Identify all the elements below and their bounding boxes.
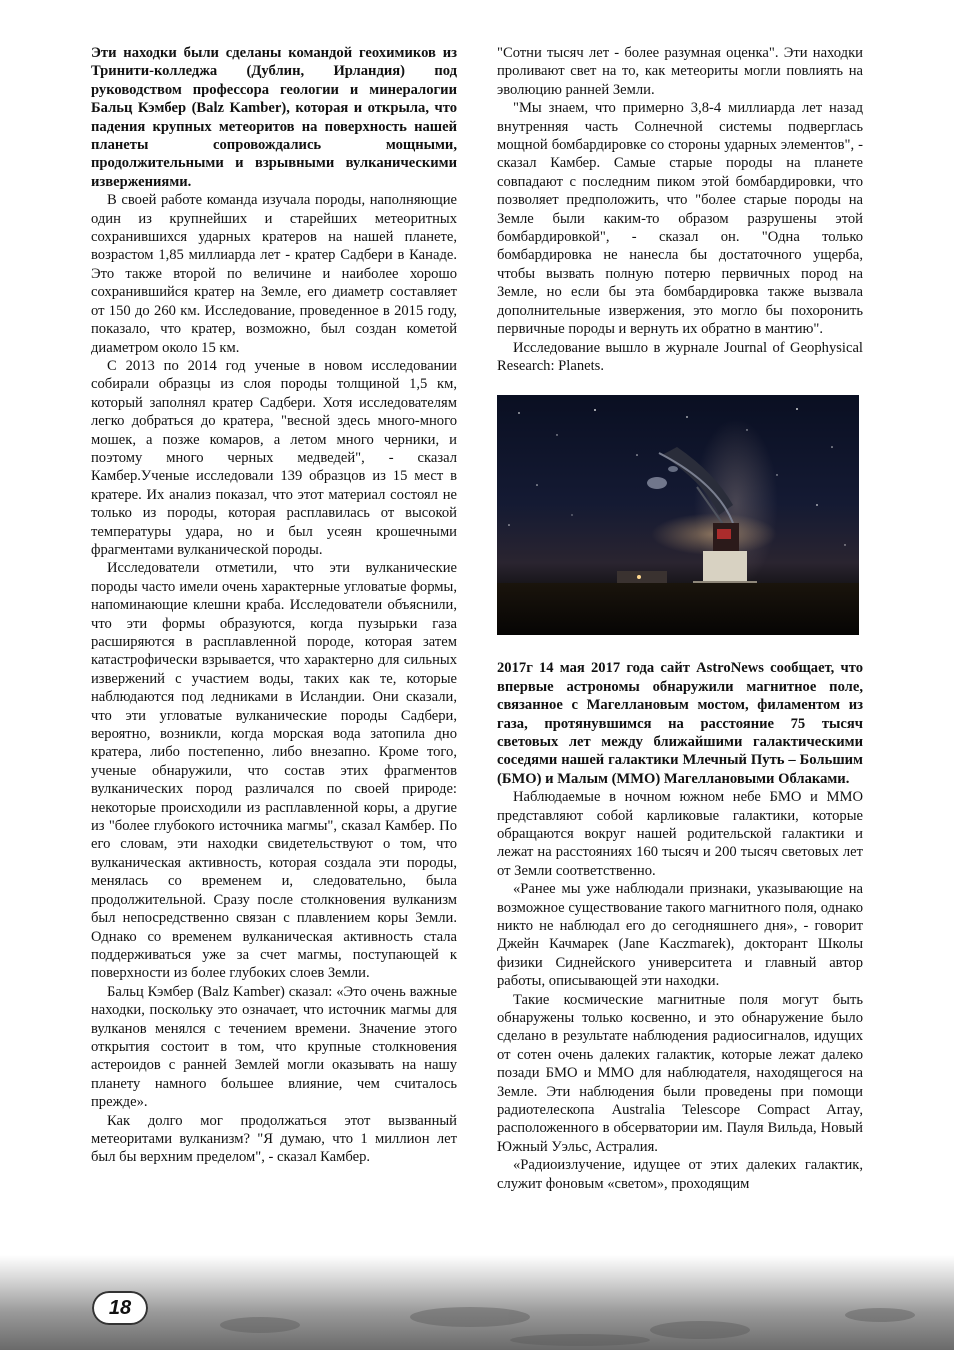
ground-silhouette — [497, 583, 859, 635]
left-paragraph-1: В своей работе команда изучала породы, наполняющие один из крупнейших и старейших метеоритных сохранившихся ударных кратеров на нашей планете, возрастом 1,85 миллиарда лет - кратер Садбери в Канаде. Это также второй по величине и наиболее хорошо сохранившийся кратер на Земле, его диаметр составляет от 150 до 260 км. Исследование, проведенное в 2015 году, показало, что кратер, возможно, был создан кометой диаметром около 15 км. — [91, 192, 457, 356]
right-column — [497, 44, 863, 1193]
left-paragraph-3: Исследователи отметили, что эти вулканические породы часто имели очень характерные угловатые формы, напоминающие клешни краба. Исследователи объяснили, что эти формы образуются, когда пузырьки газа расширяются в расплавленной породе, которая затем катастрофически взрывается, что характерно для сильных извержений с участием воды, таких как те, которые наблюдаются под ледниками в Исландии. Они сказали, что эти угловатые вулканические породы Садбери, вероятно, возникли, когда морская вода затопила дно кратера, либо постепенно, либо внезапно. Кроме того, ученые обнаружили, что состав этих фрагментов вулканических пород различался по своей природе: некоторые происходили из расплавленной коры, а другие из "более глубокого источника магмы", сказал Камбер. По его словам, эти находки свидетельствуют о том, что вулканическая активность, которая создала эти породы, менялась со временем и, следовательно, была продолжительной. Сразу после столкновения вулканизм был непосредственно связан с плавлением коры Земли. Однако со временем вулканическая активность стала поддерживаться уже за счет магмы, поступающей к поверхности из более глубоких слоев Земли. — [91, 560, 457, 982]
page-number: 18 — [92, 1291, 148, 1325]
left-paragraph-2: С 2013 по 2014 год ученые в новом исследовании собирали образцы из слоя породы толщиной 1,5 км, который заполнял кратер Садбери. Хотя исследователям легко добраться до кратера, "весной здесь много-много мошек, а позже комаров, а летом много черники, и поэтому много черных медведей", - сказал Камбер.Ученые исследовали 139 образцов из 15 мест в кратере. Их анализ показал, что этот материал состоял не только из породы, которая расплавилась от высокой температуры удара, но и был усеян крошечными фрагментами вулканической породы. — [91, 357, 457, 558]
left-paragraph-4: Бальц Кэмбер (Balz Kamber) сказал: «Это очень важные находки, поскольку это означает, что источник магмы для вулканов менялся с течением времени. Значение этого открытия состоит в том, что крупные столкновения астероидов с ранней Землей могли оказывать на нашу планету намного большее влияние, чем считалось прежде». — [91, 983, 457, 1111]
right-paragraph-2: Исследование вышло в журнале Journal of Geophysical Research: Planets. — [497, 339, 863, 374]
news-paragraph-2: «Ранее мы уже наблюдали признаки, указывающие на возможное существование такого магнитного поля, однако никто не наблюдал его до сегодняшнего дня», - говорит Джейн Качмарек (Jane Kaczmarek), докторант Школы физики Сиднейского университета и главный автор работы, описывающей эти находки. — [497, 881, 863, 990]
news-paragraph-3: Такие космические магнитные поля могут быть обнаружены только косвенно, и это обнаружение было сделано в результате наблюдения радиосигналов, идущих от сотен очень далеких галактик, которые лежат далеко позади БМО и ММО для наблюдателя, находящегося на Земле. Эти наблюдения были проведены при помощи радиотелескопа Australia Telescope Compact Array, расположенного в обсерватории им. Пауля Вильда, Новый Южный Уэльс, Астралия. — [497, 991, 863, 1155]
news-paragraph-1: Наблюдаемые в ночном южном небе БМО и ММО представляют собой карликовые галактики, которые обращаются вокруг нашей родительской галактики и лежат на расстояниях 160 тысяч и 200 тысяч световых лет от Земли соответственно. — [497, 789, 863, 879]
news-lead-paragraph: 2017г 14 мая 2017 года сайт AstroNews сообщает, что впервые астрономы обнаружили магнитное поле, связанное с Магеллановым мостом, филаментом из газа, протянувшимся на расстояние 75 тысяч световых лет между ближайшими галактическими соседями нашей галактики Млечный Путь – Большим (БМО) и Малым (ММО) Магеллановыми Облаками. — [497, 660, 863, 787]
right-continuation-paragraph: "Сотни тысяч лет - более разумная оценка". Эти находки проливают свет на то, как метеориты могли повлиять на эволюцию ранней Земли. — [497, 45, 863, 98]
radio-telescope-photo — [497, 395, 859, 635]
left-lead-paragraph: Эти находки были сделаны командой геохимиков из Тринити-колледжа (Дублин, Ирландия) под руководством профессора геологии и минералогии Бальц Кэмбер (Balz Kamber), которая и открыла, что падения крупных метеоритов на поверхность нашей планеты сопровождались мощными, продолжительными и взрывными вулканическими извержениями. — [91, 45, 457, 190]
left-column — [91, 44, 457, 1167]
left-paragraph-5: Как долго мог продолжаться этот вызванный метеоритами вулканизм? "Я думаю, что 1 миллион лет был бы верхним пределом", - сказал Камбер. — [91, 1112, 457, 1166]
news-paragraph-4: «Радиоизлучение, идущее от этих далеких галактик, служит фоновым «светом», проходящим — [497, 1157, 863, 1192]
right-paragraph-1: "Мы знаем, что примерно 3,8-4 миллиарда лет назад внутренняя часть Солнечной системы подверглась мощной бомбардировке со стороны ударных элементов", - сказал Камбер. Самые старые породы на планете совпадают с последним пиком этой бомбардировки, что позволяет предположить, что "более старые породы на Земле были каким-то образом разрушены этой бомбардировкой", - сказал он. "Одна только бомбардировка не нанесла бы достаточного ущерба, чтобы вызвать полную потерю первичных пород на Земле, но если бы эта бомбардировка также вызвала дополнительные извержения, это могло бы похоронить первичные породы и вернуть их обратно в мантию". — [497, 100, 863, 338]
